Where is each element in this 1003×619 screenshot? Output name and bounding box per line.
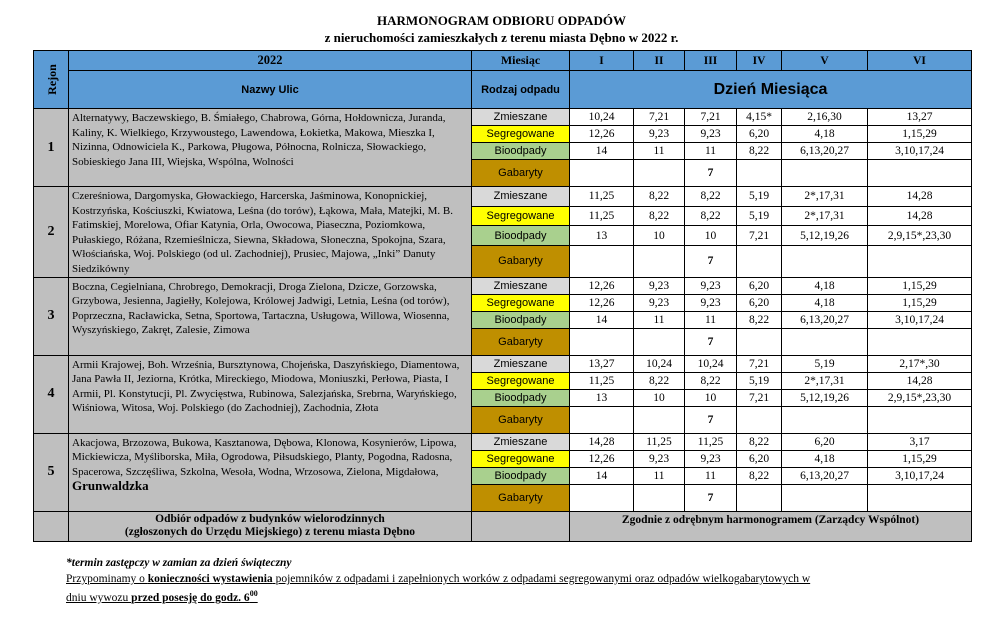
schedule-cell: 9,23 (685, 450, 737, 467)
schedule-cell: 4,15* (737, 109, 782, 126)
schedule-cell: 3,10,17,24 (868, 311, 972, 328)
schedule-cell: 9,23 (685, 277, 737, 294)
schedule-cell: 14,28 (868, 372, 972, 389)
schedule-cell: 8,22 (685, 206, 737, 226)
region-1-zmieszane-row (34, 109, 972, 126)
multifamily-line-2: (zgłoszonych do Urzędu Miejskiego) z terenu miasta Dębno (124, 526, 416, 539)
schedule-cell (782, 246, 868, 277)
schedule-cell: 1,15,29 (868, 277, 972, 294)
schedule-cell: 4,18 (782, 277, 868, 294)
schedule-cell (634, 406, 685, 433)
reminder-line-2: dniu wywozu przed posesję do godz. $6^{00}$ (66, 589, 258, 604)
schedule-cell: 6,20 (737, 450, 782, 467)
multifamily-rejon-cell (34, 511, 69, 541)
footnote: *termin zastępczy w zamian za dzień świąteczny (66, 557, 292, 569)
waste-type-segregowane: Segregowane (472, 450, 570, 467)
schedule-cell: 10 (685, 389, 737, 406)
schedule-cell: 6,20 (737, 126, 782, 143)
month-header-i: I (570, 51, 634, 71)
dzien-miesiaca-header: Dzień Miesiąca (570, 71, 972, 109)
streets-bold-text: Grunwaldzka (72, 478, 149, 494)
schedule-cell: 8,22 (685, 372, 737, 389)
waste-type-segregowane: Segregowane (472, 206, 570, 226)
schedule-cell (868, 484, 972, 511)
schedule-cell (782, 160, 868, 187)
schedule-cell: 5,12,19,26 (782, 226, 868, 246)
schedule-cell (634, 246, 685, 277)
schedule-cell: 6,13,20,27 (782, 143, 868, 160)
schedule-cell: 9,23 (634, 126, 685, 143)
schedule-cell: 5,19 (737, 187, 782, 207)
schedule-cell: 2*,17,31 (782, 372, 868, 389)
schedule-cell: 5,19 (737, 372, 782, 389)
schedule-cell: 13 (570, 226, 634, 246)
schedule-cell: 11 (634, 467, 685, 484)
schedule-cell: 7 (685, 328, 737, 355)
waste-type-gabaryty: Gabaryty (472, 328, 570, 355)
schedule-cell: 8,22 (685, 187, 737, 207)
schedule-cell (782, 328, 868, 355)
streets-text: Czereśniowa, Dargomyska, Głowackiego, Harcerska, Jaśminowa, Konopnickiej, Kostrzyńska, Kościuszki, Kwiatowa, Leśna (do torów), Łąkowa, Mała, Matejki, M. B. Fatimskiej, Morelowa, Ofiar Katynia, Orla, Owocowa, Piaseczna, Poziomkowa, Pułaskiego, Różana, Rzemieślnicza, Siewna, Składowa, Słoneczna, Spokojna, Szara, Włościańska, Woj. Polskiego (od ul. Zachodniej), Prusiec, Majowa, „Inki” Danuty Siedzikówny (72, 190, 453, 275)
schedule-cell (570, 406, 634, 433)
region-5-zmieszane-row (34, 433, 972, 450)
schedule-cell: 11,25 (570, 206, 634, 226)
schedule-cell: 10 (685, 226, 737, 246)
schedule-cell: 5,19 (782, 355, 868, 372)
page-subtitle: z nieruchomości zamieszkałych z terenu miasta Dębno w 2022 r. (324, 30, 679, 45)
schedule-cell: 12,26 (570, 277, 634, 294)
region-2-zmieszane-row (34, 187, 972, 207)
schedule-cell (782, 406, 868, 433)
schedule-cell: 8,22 (737, 467, 782, 484)
miesiac-header: Miesiąc (472, 51, 570, 71)
schedule-cell: 14,28 (868, 206, 972, 226)
schedule-cell: 3,10,17,24 (868, 467, 972, 484)
schedule-cell: 8,22 (634, 187, 685, 207)
schedule-cell (570, 484, 634, 511)
schedule-cell: 8,22 (737, 311, 782, 328)
page-title: HARMONOGRAM ODBIORU ODPADÓW (377, 13, 626, 28)
schedule-cell: 1,15,29 (868, 126, 972, 143)
schedule-cell (868, 160, 972, 187)
schedule-cell: 4,18 (782, 294, 868, 311)
schedule-cell: 7 (685, 160, 737, 187)
schedule-cell (634, 160, 685, 187)
schedule-cell: 11 (685, 467, 737, 484)
region-3-zmieszane-row (34, 277, 972, 294)
schedule-cell: 11,25 (570, 372, 634, 389)
schedule-cell: 2*,17,31 (782, 187, 868, 207)
multifamily-line-1: Odbiór odpadów z budynków wielorodzinnych (155, 513, 385, 526)
schedule-cell: 8,22 (737, 433, 782, 450)
month-header-ii: II (634, 51, 685, 71)
schedule-cell: 8,22 (634, 206, 685, 226)
streets-text: Boczna, Cegielniana, Chrobrego, Demokracji, Droga Zielona, Dzicze, Gorzowska, Grzybowa, Jesienna, Jagiełły, Kolejowa, Królowej Jadwigi, Letnia, Leśna (od torów), Poprzeczna, Racławicka, Setna, Sportowa, Tartaczna, Usługowa, Willowa, Wiosenna, Wyszyńskiego, Zakręt, Zalesie, Zimowa (72, 280, 450, 337)
schedule-cell: 1,15,29 (868, 450, 972, 467)
schedule-cell (737, 406, 782, 433)
schedule-cell: 3,10,17,24 (868, 143, 972, 160)
schedule-cell: 11,25 (685, 433, 737, 450)
schedule-cell: 7,21 (737, 226, 782, 246)
schedule-cell: 7,21 (737, 389, 782, 406)
region-streets (69, 109, 472, 187)
schedule-cell: 9,23 (634, 294, 685, 311)
schedule-cell: 3,17 (868, 433, 972, 450)
schedule-cell (570, 160, 634, 187)
schedule-cell: 11,25 (570, 187, 634, 207)
schedule-cell: 6,20 (737, 294, 782, 311)
schedule-cell: 7 (685, 246, 737, 277)
schedule-cell: 14 (570, 311, 634, 328)
waste-type-zmieszane: Zmieszane (472, 109, 570, 126)
region-4-zmieszane-row (34, 355, 972, 372)
schedule-cell: 2,16,30 (782, 109, 868, 126)
schedule-cell: 13,27 (868, 109, 972, 126)
month-header-vi: VI (868, 51, 972, 71)
schedule-cell (868, 246, 972, 277)
streets-text: Akacjowa, Brzozowa, Bukowa, Kasztanowa, Dębowa, Klonowa, Kosynierów, Lipowa, Mickiewicza, Myśliborska, Miła, Ogrodowa, Piłsudskiego, Planty, Pogodna, Radosna, Spacerowa, Szczęśliwa, Szkolna, Wesoła, Wodna, Wrzosowa, Zielona, Migdałowa, (72, 436, 457, 478)
schedule-cell (634, 484, 685, 511)
waste-type-zmieszane: Zmieszane (472, 277, 570, 294)
multifamily-row (34, 511, 972, 541)
schedule-cell: 9,23 (634, 450, 685, 467)
schedule-cell: 9,23 (685, 294, 737, 311)
waste-type-segregowane: Segregowane (472, 372, 570, 389)
schedule-cell (868, 328, 972, 355)
schedule-cell: 2,9,15*,23,30 (868, 389, 972, 406)
waste-type-segregowane: Segregowane (472, 126, 570, 143)
month-header-iii: III (685, 51, 737, 71)
schedule-cell: 2*,17,31 (782, 206, 868, 226)
schedule-cell (737, 484, 782, 511)
schedule-cell: 7 (685, 484, 737, 511)
region-number: 4 (34, 355, 69, 433)
region-number: 1 (34, 109, 69, 187)
waste-type-segregowane: Segregowane (472, 294, 570, 311)
schedule-cell: 10 (634, 226, 685, 246)
waste-type-bioodpady: Bioodpady (472, 389, 570, 406)
schedule-cell: 1,15,29 (868, 294, 972, 311)
month-header-iv: IV (737, 51, 782, 71)
waste-type-bioodpady: Bioodpady (472, 226, 570, 246)
schedule-cell: 6,20 (737, 277, 782, 294)
schedule-cell: 14 (570, 143, 634, 160)
schedule-cell: 8,22 (737, 143, 782, 160)
schedule-cell: 13,27 (570, 355, 634, 372)
schedule-cell: 12,26 (570, 450, 634, 467)
schedule-cell: 10,24 (570, 109, 634, 126)
region-number: 2 (34, 187, 69, 278)
waste-type-gabaryty: Gabaryty (472, 160, 570, 187)
schedule-table (33, 50, 972, 542)
schedule-cell (782, 484, 868, 511)
schedule-cell: 10,24 (634, 355, 685, 372)
schedule-cell: 5,19 (737, 206, 782, 226)
region-streets (69, 355, 472, 433)
schedule-cell: 11,25 (634, 433, 685, 450)
schedule-cell: 6,13,20,27 (782, 311, 868, 328)
region-streets (69, 433, 472, 511)
schedule-cell: 7 (685, 406, 737, 433)
schedule-cell: 6,20 (782, 433, 868, 450)
waste-type-bioodpady: Bioodpady (472, 143, 570, 160)
waste-type-zmieszane: Zmieszane (472, 433, 570, 450)
streets-text: Alternatywy, Baczewskiego, B. Śmiałego, Chabrowa, Górna, Hołdownicza, Juranda, Kaliny, K. Wielkiego, Krzywoustego, Lawendowa, Łokietka, Makowa, Mieszka I, Nizinna, Odnowiciela K., Parkowa, Pługowa, Północna, Rolnicza, Słowackiego, Sobieskiego Jana III, Wiejska, Wspólna, Wolności (72, 112, 446, 168)
schedule-cell (737, 246, 782, 277)
multifamily-schedule-note: Zgodnie z odrębnym harmonogramem (Zarządcy Wspólnot) (570, 511, 972, 541)
schedule-cell (634, 328, 685, 355)
region-streets (69, 277, 472, 355)
waste-type-gabaryty: Gabaryty (472, 246, 570, 277)
schedule-cell: 14,28 (868, 187, 972, 207)
schedule-cell (570, 328, 634, 355)
schedule-cell: 7,21 (737, 355, 782, 372)
region-streets (69, 187, 472, 278)
schedule-cell: 13 (570, 389, 634, 406)
schedule-cell (737, 328, 782, 355)
schedule-cell: 10,24 (685, 355, 737, 372)
multifamily-description (69, 511, 472, 541)
schedule-cell: 10 (634, 389, 685, 406)
waste-type-bioodpady: Bioodpady (472, 467, 570, 484)
header-row-1 (34, 51, 972, 71)
schedule-cell: 4,18 (782, 126, 868, 143)
waste-type-zmieszane: Zmieszane (472, 187, 570, 207)
month-header-v: V (782, 51, 868, 71)
schedule-cell: 12,26 (570, 294, 634, 311)
rejon-header: Rejon (34, 51, 69, 109)
region-number: 5 (34, 433, 69, 511)
waste-type-gabaryty: Gabaryty (472, 406, 570, 433)
schedule-cell: 6,13,20,27 (782, 467, 868, 484)
schedule-cell: 5,12,19,26 (782, 389, 868, 406)
schedule-cell: 11 (634, 311, 685, 328)
schedule-cell: 9,23 (685, 126, 737, 143)
schedule-cell: 14,28 (570, 433, 634, 450)
waste-type-bioodpady: Bioodpady (472, 311, 570, 328)
rodzaj-odpadu-header: Rodzaj odpadu (472, 71, 570, 109)
schedule-cell: 7,21 (685, 109, 737, 126)
schedule-cell: 2,9,15*,23,30 (868, 226, 972, 246)
schedule-cell: 12,26 (570, 126, 634, 143)
schedule-cell: 9,23 (634, 277, 685, 294)
streets-text: Armii Krajowej, Boh. Września, Bursztynowa, Chojeńska, Daszyńskiego, Diamentowa, Jana Pawła II, Jeziorna, Krótka, Mireckiego, Miodowa, Moniuszki, Perłowa, Piasta, I Armii, Pl. Konstytucji, Pl. Zwycięstwa, Rubinowa, Salezjańska, Srebrna, Waryńskiego, Wiśniowa, Witosa, Woj. Polskiego (do Zachodniej), Zachodnia, Złota (72, 358, 460, 415)
schedule-cell: 14 (570, 467, 634, 484)
schedule-cell: 11 (685, 311, 737, 328)
schedule-cell (570, 246, 634, 277)
nazwy-ulic-header: Nazwy Ulic (69, 71, 472, 109)
schedule-cell (737, 160, 782, 187)
year-header: 2022 (69, 51, 472, 71)
waste-type-gabaryty: Gabaryty (472, 484, 570, 511)
region-number: 3 (34, 277, 69, 355)
header-row-2 (34, 71, 972, 90)
multifamily-type-cell (472, 511, 570, 541)
schedule-cell: 7,21 (634, 109, 685, 126)
schedule-cell (868, 406, 972, 433)
schedule-cell: 2,17*,30 (868, 355, 972, 372)
schedule-cell: 11 (685, 143, 737, 160)
schedule-cell: 8,22 (634, 372, 685, 389)
schedule-cell: 4,18 (782, 450, 868, 467)
schedule-cell: 11 (634, 143, 685, 160)
waste-type-zmieszane: Zmieszane (472, 355, 570, 372)
reminder-line-1: Przypominamy o konieczności wystawienia pojemników z odpadami i zapełnionych worków z odpadami segregowanymi oraz odpadów wielkogabarytowych w (66, 573, 811, 585)
